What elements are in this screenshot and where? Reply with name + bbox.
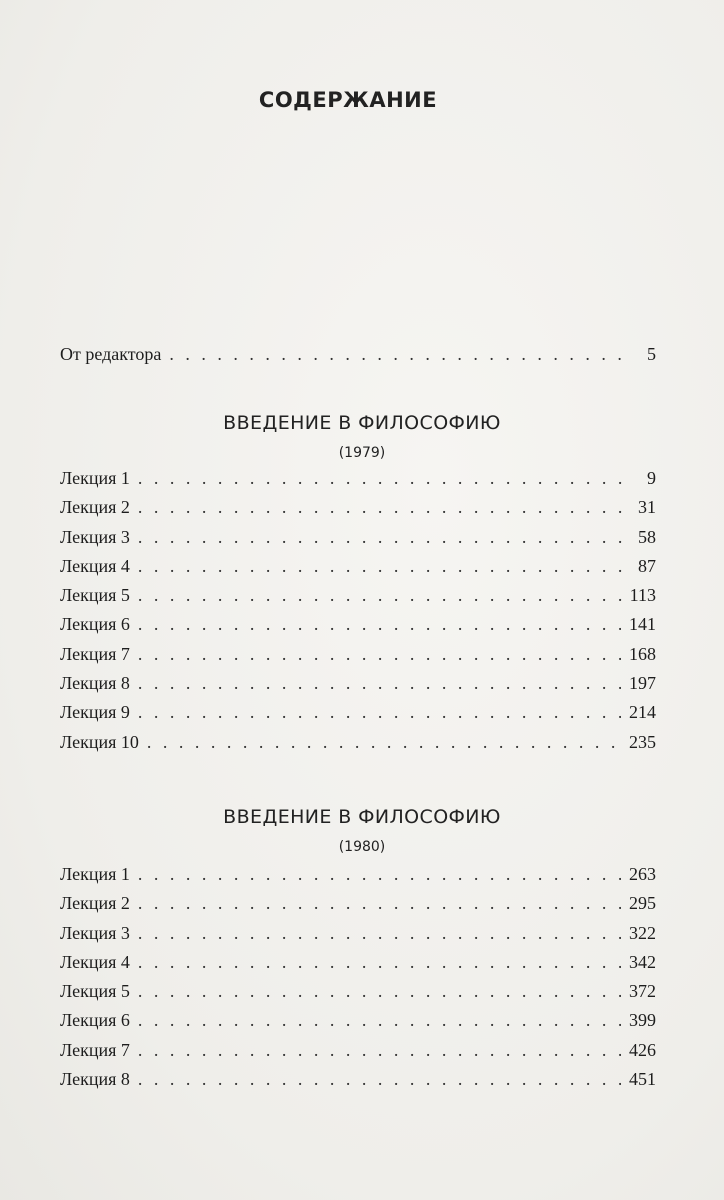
toc-list-1979 bbox=[60, 464, 656, 757]
entry-label: Лекция 6 bbox=[60, 1010, 130, 1031]
toc-entry bbox=[60, 340, 656, 369]
entry-page: 58 bbox=[638, 526, 656, 547]
entry-page: 342 bbox=[629, 951, 656, 972]
section-title-1979: ВВЕДЕНИЕ В ФИЛОСОФИЮ bbox=[223, 412, 501, 434]
entry-page: 322 bbox=[629, 922, 656, 943]
entry-page: 372 bbox=[629, 981, 656, 1002]
entry-label: Лекция 6 bbox=[60, 614, 130, 635]
leader-dots bbox=[138, 948, 621, 977]
leader-dots bbox=[138, 1065, 621, 1094]
toc-entry bbox=[60, 1036, 656, 1065]
leader-dots bbox=[138, 523, 630, 552]
entry-page: 214 bbox=[629, 702, 656, 723]
section-year-1980: (1980) bbox=[338, 839, 386, 855]
entry-label: Лекция 1 bbox=[60, 864, 130, 884]
entry-page: 295 bbox=[629, 893, 656, 914]
entry-label: Лекция 4 bbox=[60, 555, 130, 576]
toc-entry bbox=[60, 523, 656, 552]
entry-label: Лекция 2 bbox=[60, 893, 130, 914]
toc-entry bbox=[60, 860, 656, 889]
leader-dots bbox=[169, 340, 634, 369]
entry-label: Лекция 8 bbox=[60, 1069, 130, 1090]
entry-label: От редактора bbox=[60, 344, 162, 364]
entry-label: Лекция 10 bbox=[60, 731, 139, 752]
toc-entry bbox=[60, 728, 656, 757]
entry-page: 426 bbox=[629, 1039, 656, 1060]
entry-page: 31 bbox=[638, 497, 656, 518]
entry-page: 87 bbox=[638, 555, 656, 576]
entry-label: Лекция 7 bbox=[60, 643, 130, 664]
toc-entry bbox=[60, 919, 656, 948]
entry-page: 197 bbox=[629, 673, 656, 694]
entry-label: Лекция 5 bbox=[60, 585, 130, 606]
toc-entry bbox=[60, 552, 656, 581]
page-title: СОДЕРЖАНИЕ bbox=[258, 88, 438, 112]
entry-page: 141 bbox=[629, 614, 656, 635]
leader-dots bbox=[138, 1006, 621, 1035]
leader-dots bbox=[138, 698, 621, 727]
toc-entry bbox=[60, 464, 656, 493]
leader-dots bbox=[138, 1036, 621, 1065]
leader-dots bbox=[138, 919, 621, 948]
toc-editor bbox=[60, 340, 656, 369]
entry-page: 399 bbox=[629, 1010, 656, 1031]
leader-dots bbox=[138, 860, 621, 889]
toc-entry bbox=[60, 1065, 656, 1094]
leader-dots bbox=[138, 552, 630, 581]
section-title-1980: ВВЕДЕНИЕ В ФИЛОСОФИЮ bbox=[223, 806, 501, 828]
entry-page: 451 bbox=[629, 1069, 656, 1090]
leader-dots bbox=[138, 640, 621, 669]
entry-page: 263 bbox=[629, 864, 656, 884]
toc-entry bbox=[60, 948, 656, 977]
entry-label: Лекция 9 bbox=[60, 702, 130, 723]
toc-entry bbox=[60, 610, 656, 639]
entry-label: Лекция 3 bbox=[60, 922, 130, 943]
toc-entry bbox=[60, 581, 656, 610]
toc-entry bbox=[60, 493, 656, 522]
leader-dots bbox=[138, 464, 634, 493]
toc-entry bbox=[60, 889, 656, 918]
entry-label: Лекция 8 bbox=[60, 673, 130, 694]
toc-entry bbox=[60, 669, 656, 698]
section-year-1979: (1979) bbox=[338, 445, 386, 461]
entry-label: Лекция 1 bbox=[60, 468, 130, 488]
leader-dots bbox=[138, 669, 621, 698]
entry-label: Лекция 7 bbox=[60, 1039, 130, 1060]
entry-page: 113 bbox=[629, 585, 656, 606]
leader-dots bbox=[147, 728, 621, 757]
entry-label: Лекция 3 bbox=[60, 526, 130, 547]
toc-entry bbox=[60, 698, 656, 727]
entry-label: Лекция 2 bbox=[60, 497, 130, 518]
entry-label: Лекция 5 bbox=[60, 981, 130, 1002]
entry-page: 5 bbox=[647, 344, 656, 364]
toc-entry bbox=[60, 977, 656, 1006]
entry-label: Лекция 4 bbox=[60, 951, 130, 972]
leader-dots bbox=[138, 977, 621, 1006]
leader-dots bbox=[138, 493, 630, 522]
toc-entry bbox=[60, 1006, 656, 1035]
toc-entry bbox=[60, 640, 656, 669]
entry-page: 168 bbox=[629, 643, 656, 664]
entry-page: 235 bbox=[629, 731, 656, 752]
entry-page: 9 bbox=[647, 468, 656, 488]
leader-dots bbox=[138, 610, 621, 639]
toc-list-1980 bbox=[60, 860, 656, 1094]
leader-dots bbox=[138, 889, 621, 918]
leader-dots bbox=[138, 581, 622, 610]
